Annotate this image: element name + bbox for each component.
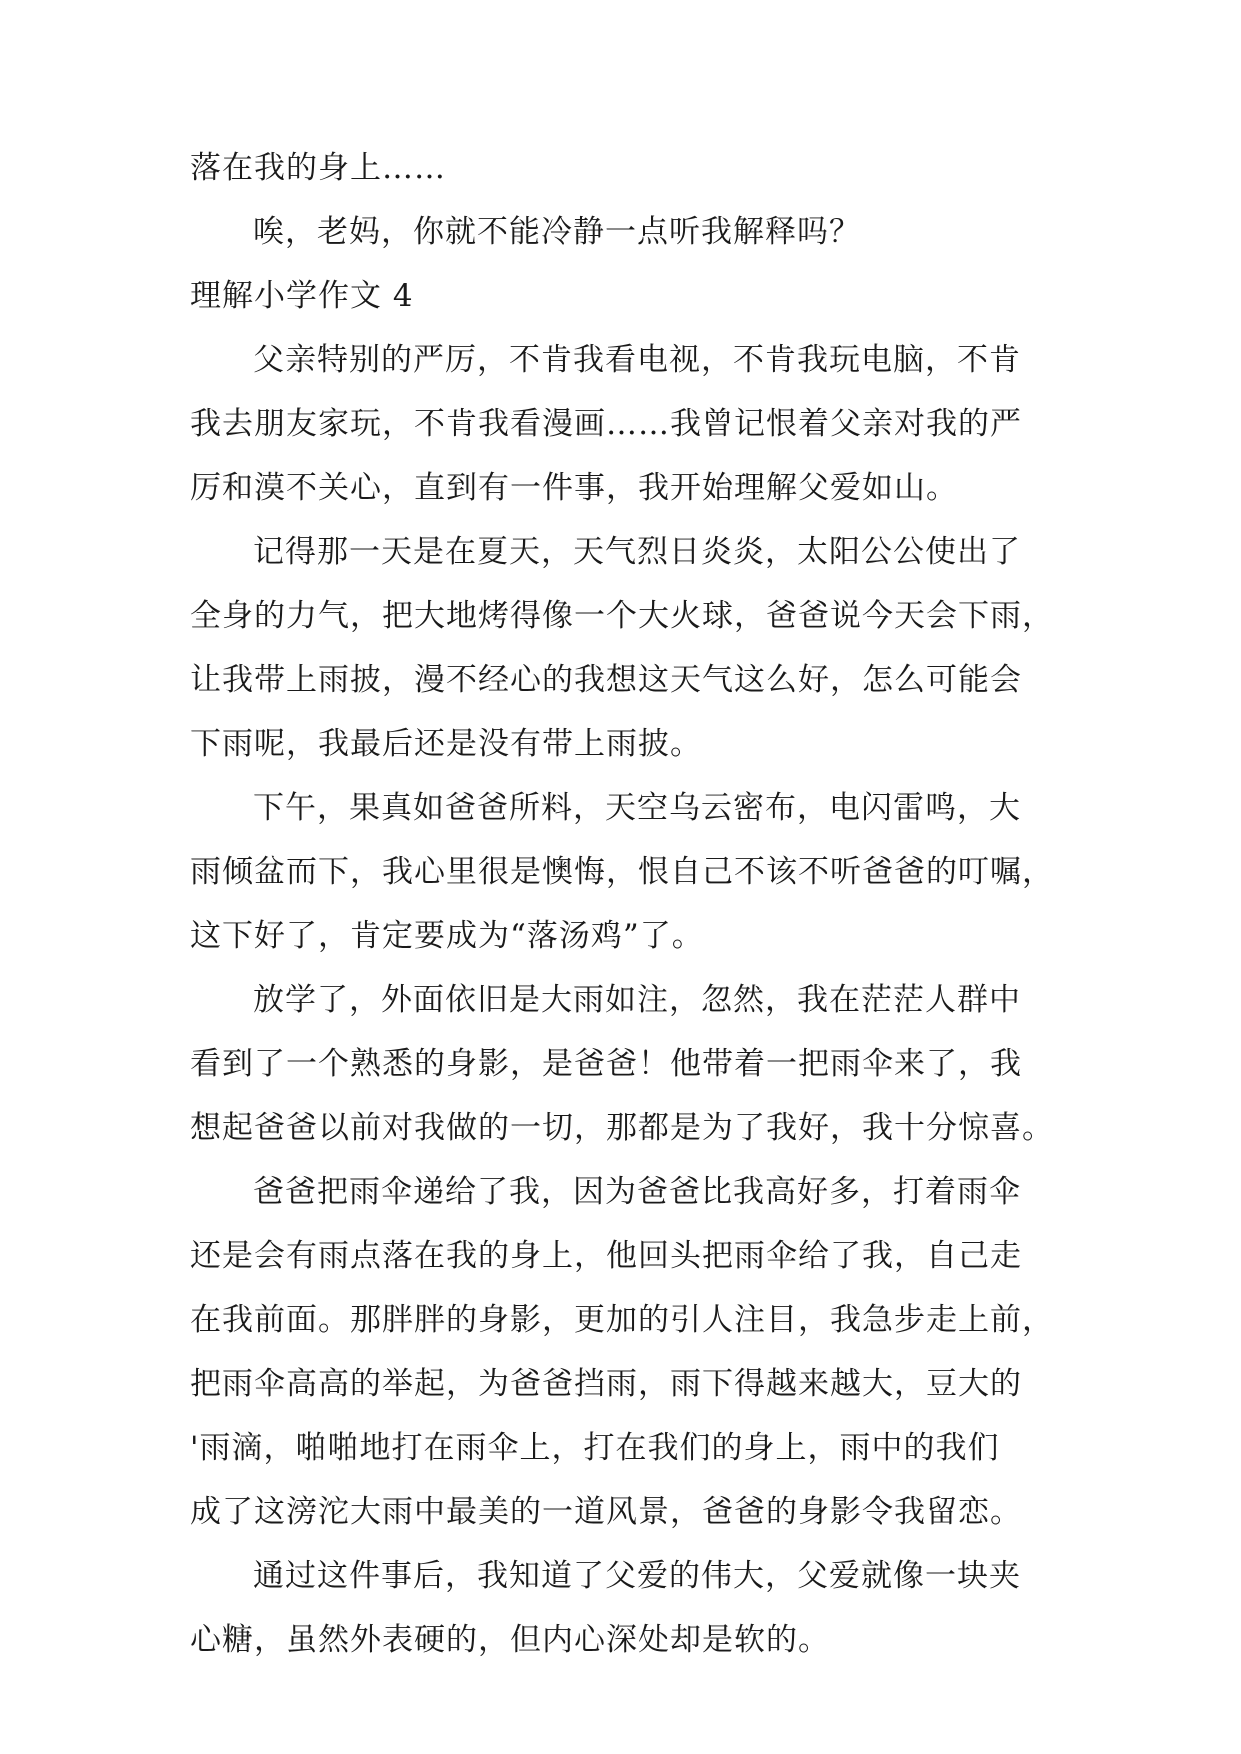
text-line: 想起爸爸以前对我做的一切，那都是为了我好，我十分惊喜。 xyxy=(190,1110,1054,1146)
text-line: 心糖，虽然外表硬的，但内心深处却是软的。 xyxy=(190,1622,830,1658)
text-line: 全身的力气，把大地烤得像一个大火球，爸爸说今天会下雨， xyxy=(190,598,1054,634)
text-line: 看到了一个熟悉的身影，是爸爸！他带着一把雨伞来了，我 xyxy=(190,1046,1022,1082)
text-line: 把雨伞高高的举起，为爸爸挡雨，雨下得越来越大，豆大的 xyxy=(190,1366,1022,1402)
text-line: 让我带上雨披，漫不经心的我想这天气这么好，怎么可能会 xyxy=(190,662,1022,698)
text-line: 厉和漠不关心，直到有一件事，我开始理解父爱如山。 xyxy=(190,470,958,506)
text-line: 记得那一天是在夏天，天气烈日炎炎，太阳公公使出了 xyxy=(253,534,1021,570)
text-line: 在我前面。那胖胖的身影，更加的引人注目，我急步走上前， xyxy=(190,1302,1054,1338)
text-line: 雨倾盆而下，我心里很是懊悔，恨自己不该不听爸爸的叮嘱， xyxy=(190,854,1054,890)
section-title: 理解小学作文 4 xyxy=(190,278,414,314)
text-line: 放学了，外面依旧是大雨如注，忽然，我在茫茫人群中 xyxy=(253,982,1021,1018)
text-line: 落在我的身上…… xyxy=(190,150,446,186)
text-line: 唉，老妈，你就不能冷静一点听我解释吗？ xyxy=(253,214,861,250)
text-line: '雨滴，啪啪地打在雨伞上，打在我们的身上，雨中的我们 xyxy=(190,1430,1000,1466)
text-line: 通过这件事后，我知道了父爱的伟大，父爱就像一块夹 xyxy=(253,1558,1021,1594)
text-line: 爸爸把雨伞递给了我，因为爸爸比我高好多，打着雨伞 xyxy=(253,1174,1021,1210)
text-line: 下雨呢，我最后还是没有带上雨披。 xyxy=(190,726,702,762)
text-line: 下午，果真如爸爸所料，天空乌云密布，电闪雷鸣，大 xyxy=(253,790,1021,826)
text-line: 这下好了，肯定要成为“落汤鸡”了。 xyxy=(190,918,704,954)
text-line: 我去朋友家玩，不肯我看漫画……我曾记恨着父亲对我的严 xyxy=(190,406,1022,442)
text-line: 还是会有雨点落在我的身上，他回头把雨伞给了我，自己走 xyxy=(190,1238,1022,1274)
text-line: 成了这滂沱大雨中最美的一道风景，爸爸的身影令我留恋。 xyxy=(190,1494,1022,1530)
text-line: 父亲特别的严厉，不肯我看电视，不肯我玩电脑，不肯 xyxy=(253,342,1021,378)
